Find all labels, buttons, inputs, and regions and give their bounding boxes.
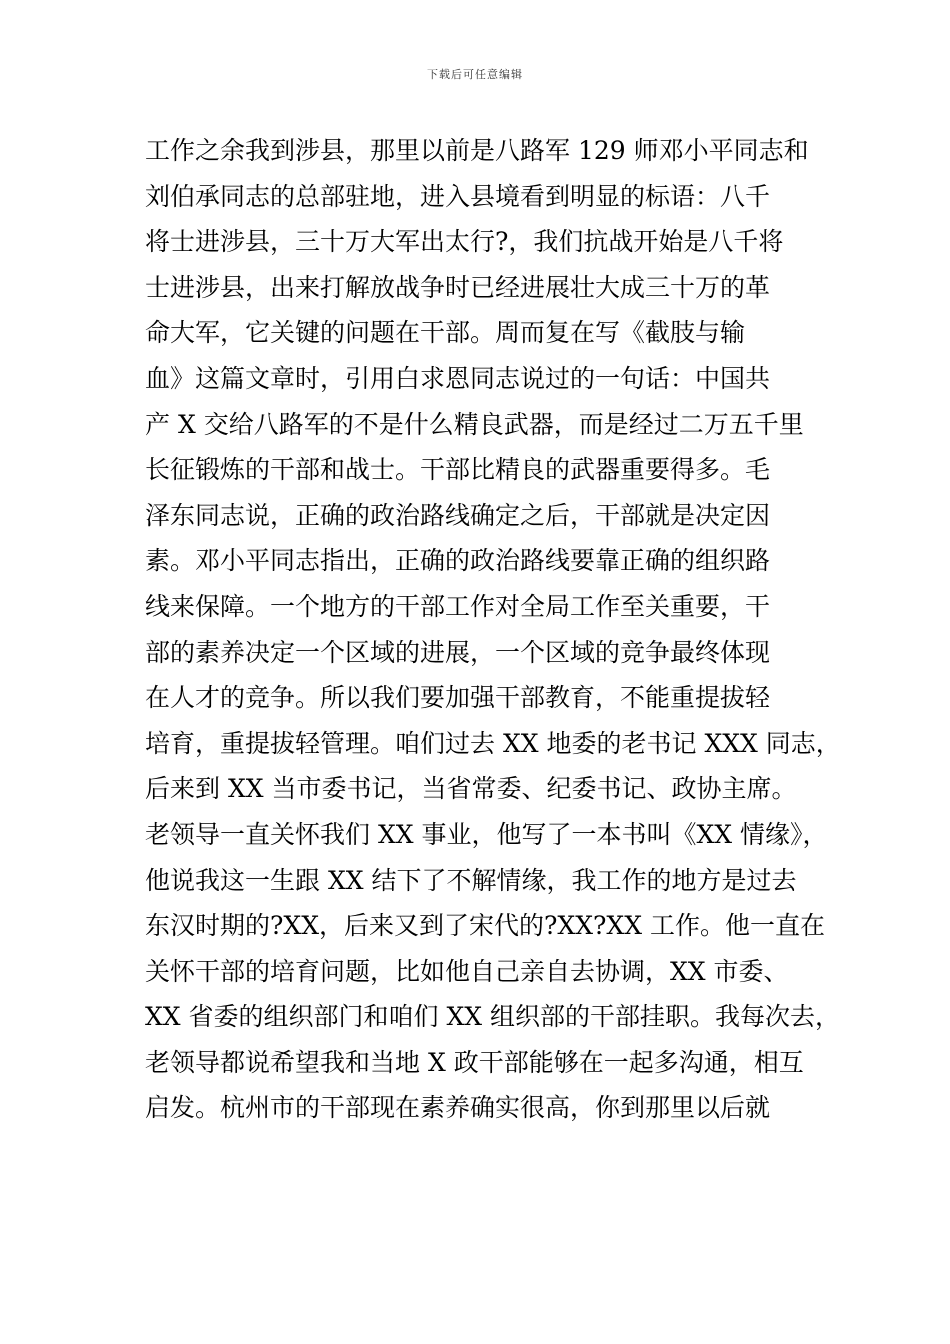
text-line: 产 X 交给八路军的不是什么精良武器，而是经过二万五千里 — [145, 409, 804, 439]
text-line: 素。邓小平同志指出，正确的政治路线要靠正确的组织路 — [145, 546, 771, 576]
text-line: 泽东同志说，正确的政治路线确定之后，干部就是决定因 — [145, 500, 771, 530]
text-line: 关怀干部的培育问题，比如他自己亲自去协调，XX 市委、 — [145, 956, 789, 986]
text-line: 血》这篇文章时，引用白求恩同志说过的一句话：中国共 — [145, 363, 771, 393]
text-line: 东汉时期的?XX，后来又到了宋代的?XX?XX 工作。他一直在 — [145, 911, 825, 941]
body-text — [145, 128, 841, 1131]
text-line: 培育，重提拔轻管理。咱们过去 XX 地委的老书记 XXX 同志， — [145, 728, 841, 758]
text-line: 启发。杭州市的干部现在素养确实很高，你到那里以后就 — [145, 1093, 771, 1123]
text-line: 工作之余我到涉县，那里以前是八路军 129 师邓小平同志和 — [145, 136, 809, 165]
text-line: 老领导一直关怀我们 XX 事业，他写了一本书叫《XX 情缘》， — [145, 819, 828, 849]
text-line: 命大军，它关键的问题在干部。周而复在写《截肢与输 — [145, 318, 746, 348]
text-line: 刘伯承同志的总部驻地，进入县境看到明显的标语：八千 — [145, 181, 771, 211]
text-line: 他说我这一生跟 XX 结下了不解情缘，我工作的地方是过去 — [145, 865, 797, 895]
text-line: 士进涉县，出来打解放战争时已经进展壮大成三十万的革 — [145, 272, 771, 302]
text-line: XX 省委的组织部门和咱们 XX 组织部的干部挂职。我每次去， — [145, 1002, 841, 1032]
text-line: 线来保障。一个地方的干部工作对全局工作至关重要，干 — [145, 591, 771, 621]
text-line: 部的素养决定一个区域的进展，一个区域的竞争最终体现 — [145, 637, 771, 667]
text-line: 后来到 XX 当市委书记，当省常委、纪委书记、政协主席。 — [145, 774, 797, 804]
text-line: 老领导都说希望我和当地 X 政干部能够在一起多沟通，相互 — [145, 1047, 804, 1077]
text-line: 在人才的竞争。所以我们要加强干部教育，不能重提拔轻 — [145, 683, 771, 713]
text-line: 长征锻炼的干部和战士。干部比精良的武器重要得多。毛 — [145, 455, 771, 485]
header-note: 下载后可任意编辑 — [427, 68, 523, 81]
text-line: 将士进涉县，三十万大军出太行?，我们抗战开始是八千将 — [145, 227, 784, 257]
